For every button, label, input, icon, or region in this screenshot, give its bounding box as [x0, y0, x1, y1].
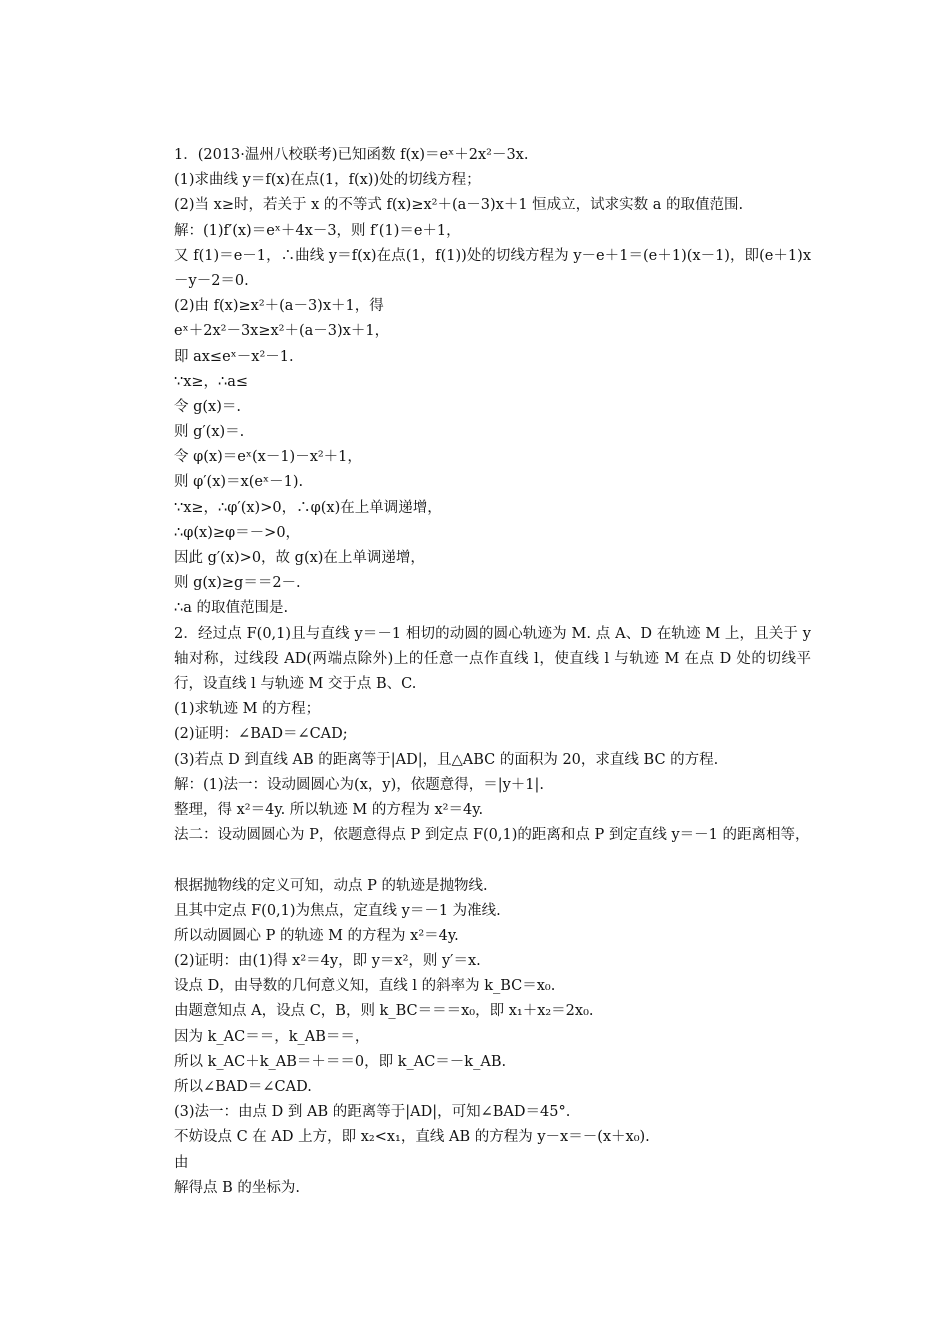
solution-line: 令 g(x)＝. — [174, 398, 241, 415]
solution-line: ∵x≥，∴φ′(x)>0，∴φ(x)在上单调递增， — [174, 499, 442, 516]
solution-line: 所以动圆圆心 P 的轨迹 M 的方程为 x²＝4y. — [174, 927, 459, 944]
solution-line: eˣ＋2x²－3x≥x²＋(a－3)x＋1， — [174, 323, 390, 340]
problem-2-part-2: (2)证明：∠BAD＝∠CAD; — [174, 726, 348, 743]
solution-line: 且其中定点 F(0,1)为焦点，定直线 y＝－1 为准线. — [174, 902, 501, 919]
solution-line: 解得点 B 的坐标为. — [174, 1179, 300, 1196]
problem-2-part-3: (3)若点 D 到直线 AB 的距离等于|AD|，且△ABC 的面积为 20，求直线 BC 的方程. — [174, 751, 719, 768]
solution-line: 由题意知点 A，设点 C，B，则 k_BC＝＝＝x₀，即 x₁＋x₂＝2x₀. — [174, 1003, 594, 1020]
solution-line: 则 g′(x)＝. — [174, 424, 245, 441]
problem-2-statement: 2．经过点 F(0,1)且与直线 y＝－1 相切的动圆的圆心轨迹为 M. 点 A、D 在轨迹 M 上，且关于 y 轴对称，过线段 AD(两端点除外)上的任意一点作直线 l，使直线 l 与轨迹 M 在点 D 处的切线平行，设直线 l 与轨迹 M 交于点 B、C. — [174, 625, 811, 692]
solution-line: 所以 k_AC＋k_AB＝＋＝＝0，即 k_AC＝－k_AB. — [174, 1053, 507, 1070]
solution-line: 所以∠BAD＝∠CAD. — [174, 1079, 312, 1095]
solution-line: ∴a 的取值范围是. — [174, 600, 289, 617]
solution-line: 则 g(x)≥g＝＝2－. — [174, 575, 301, 592]
problem-1-part-2: (2)当 x≥时，若关于 x 的不等式 f(x)≥x²＋(a－3)x＋1 恒成立，试求实数 a 的取值范围. — [174, 197, 744, 214]
solution-line: (2)由 f(x)≥x²＋(a－3)x＋1，得 — [174, 298, 384, 315]
solution-line: 法二：设动圆圆心为 P，依题意得点 P 到定点 F(0,1)的距离和点 P 到定直线 y＝－1 的距离相等， — [174, 827, 810, 844]
solution-line: ∵x≥，∴a≤ — [174, 373, 249, 390]
solution-line: ∴φ(x)≥φ＝－>0， — [174, 524, 301, 541]
problem-2-part-1: (1)求轨迹 M 的方程； — [174, 701, 321, 718]
solution-line: 不妨设点 C 在 AD 上方，即 x₂<x₁，直线 AB 的方程为 y－x＝－(x＋x₀). — [174, 1129, 650, 1146]
solution-line: 整理，得 x²＝4y. 所以轨迹 M 的方程为 x²＝4y. — [174, 801, 484, 818]
solution-line: (2)证明：由(1)得 x²＝4y，即 y＝x²，则 y′＝x. — [174, 953, 481, 970]
solution-line: 解：(1)f′(x)＝eˣ＋4x－3，则 f′(1)＝e＋1， — [174, 222, 461, 239]
solution-line: 则 φ′(x)＝x(eˣ－1). — [174, 474, 304, 491]
problem-1-statement: 1．(2013·温州八校联考)已知函数 f(x)＝eˣ＋2x²－3x. — [174, 147, 529, 163]
document-body — [143, 143, 811, 1201]
solution-line: 解：(1)法一：设动圆圆心为(x，y)，依题意得，＝|y＋1|. — [174, 776, 545, 793]
solution-line: 又 f(1)＝e－1，∴曲线 y＝f(x)在点(1，f(1))处的切线方程为 y－e＋1＝(e＋1)(x－1)，即(e＋1)x－y－2＝0. — [174, 247, 811, 289]
problem-1-part-1: (1)求曲线 y＝f(x)在点(1，f(x))处的切线方程； — [174, 172, 481, 189]
solution-line: 令 φ(x)＝eˣ(x－1)－x²＋1， — [174, 449, 362, 466]
solution-line: 设点 D，由导数的几何意义知，直线 l 的斜率为 k_BC＝x₀. — [174, 978, 556, 995]
solution-line: (3)法一：由点 D 到 AB 的距离等于|AD|，可知∠BAD＝45°. — [174, 1104, 571, 1121]
solution-line: 因为 k_AC＝＝，k_AB＝＝， — [174, 1028, 370, 1045]
solution-line: 因此 g′(x)>0，故 g(x)在上单调递增， — [174, 550, 425, 567]
solution-line: 根据抛物线的定义可知，动点 P 的轨迹是抛物线. — [174, 877, 488, 894]
solution-line: 由 — [174, 1154, 189, 1171]
solution-line: 即 ax≤eˣ－x²－1. — [174, 348, 294, 365]
